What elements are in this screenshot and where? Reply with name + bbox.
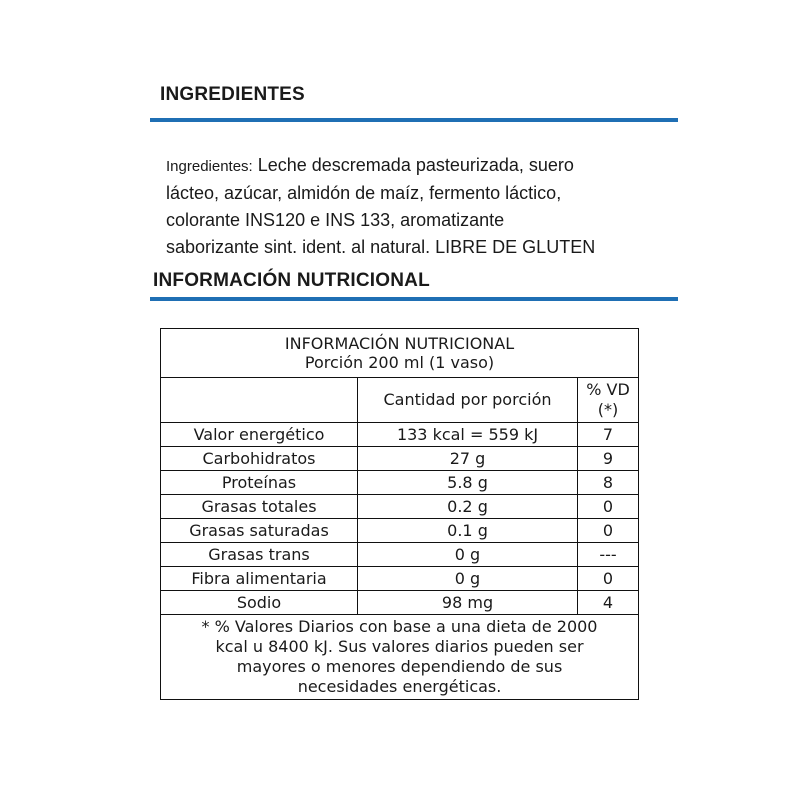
nutrient-vd: 0 [578, 567, 639, 591]
nutrient-amount: 27 g [358, 447, 578, 471]
nutrient-name: Proteínas [161, 471, 358, 495]
table-title: INFORMACIÓN NUTRICIONAL [284, 334, 515, 353]
nutrient-vd: 4 [578, 591, 639, 615]
nutrient-vd: 7 [578, 423, 639, 447]
table-title-cell [161, 329, 639, 378]
header-empty-cell [161, 378, 358, 423]
nutrient-name: Fibra alimentaria [161, 567, 358, 591]
table-row [161, 471, 639, 495]
ingredients-line-2: lácteo, azúcar, almidón de maíz, fermento láctico, [166, 183, 562, 203]
table-row [161, 495, 639, 519]
ingredients-divider [150, 118, 678, 122]
table-title-row [161, 329, 639, 378]
nutrient-amount: 133 kcal = 559 kJ [358, 423, 578, 447]
header-vd-line-1: % VD [586, 380, 630, 399]
ingredients-line-1: Leche descremada pasteurizada, suero [252, 155, 574, 175]
nutrient-name: Grasas totales [161, 495, 358, 519]
nutrient-amount: 98 mg [358, 591, 578, 615]
table-header-row [161, 378, 639, 423]
footnote-line-3: mayores o menores dependiendo de sus [236, 657, 563, 676]
header-vd-line-2: (*) [597, 400, 619, 419]
ingredients-text [166, 152, 686, 261]
ingredients-line-3: colorante INS120 e INS 133, aromatizante [166, 210, 505, 230]
nutrient-amount: 0 g [358, 567, 578, 591]
nutrient-amount: 0.2 g [358, 495, 578, 519]
table-footnote [161, 615, 639, 700]
ingredients-line-4: saborizante sint. ident. al natural. LIBRE DE GLUTEN [166, 237, 596, 257]
nutrition-divider [150, 297, 678, 301]
table-row [161, 423, 639, 447]
nutrient-name: Sodio [161, 591, 358, 615]
table-row [161, 519, 639, 543]
nutrient-name: Carbohidratos [161, 447, 358, 471]
nutrient-vd: 0 [578, 519, 639, 543]
nutrient-vd: 9 [578, 447, 639, 471]
table-portion: Porción 200 ml (1 vaso) [304, 353, 495, 372]
footnote-line-4: necesidades energéticas. [297, 677, 502, 696]
nutrient-vd: --- [578, 543, 639, 567]
table-row [161, 447, 639, 471]
nutrient-vd: 8 [578, 471, 639, 495]
nutrient-name: Grasas trans [161, 543, 358, 567]
nutrient-amount: 5.8 g [358, 471, 578, 495]
header-vd [578, 378, 639, 423]
nutrient-name: Valor energético [161, 423, 358, 447]
footnote-line-1: * % Valores Diarios con base a una dieta de 2000 [201, 617, 598, 636]
nutrient-name: Grasas saturadas [161, 519, 358, 543]
table-row [161, 591, 639, 615]
nutrition-heading: INFORMACIÓN NUTRICIONAL [153, 270, 430, 291]
footnote-line-2: kcal u 8400 kJ. Sus valores diarios pueden ser [215, 637, 584, 656]
table-row [161, 543, 639, 567]
nutrient-vd: 0 [578, 495, 639, 519]
nutrition-table [160, 328, 639, 700]
nutrient-amount: 0.1 g [358, 519, 578, 543]
table-footnote-row [161, 615, 639, 700]
ingredients-label: Ingredientes: [166, 158, 253, 175]
nutrient-amount: 0 g [358, 543, 578, 567]
table-row [161, 567, 639, 591]
header-amount: Cantidad por porción [358, 378, 578, 423]
ingredients-heading: INGREDIENTES [160, 84, 305, 105]
